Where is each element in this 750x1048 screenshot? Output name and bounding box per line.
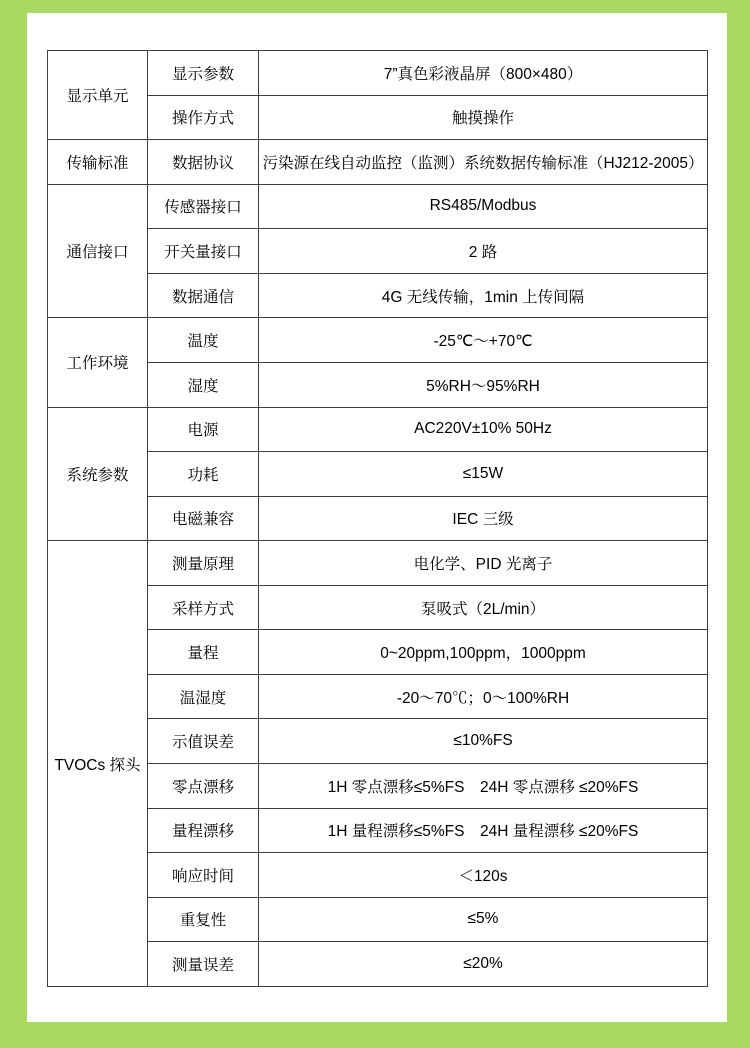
parameter-name-cell: 显示参数 <box>148 51 259 96</box>
parameter-value-cell: 1H 量程漂移≤5%FS 24H 量程漂移 ≤20%FS <box>259 808 708 853</box>
group-label-cell: 工作环境 <box>48 318 148 407</box>
parameter-value-cell: ≤15W <box>259 452 708 497</box>
parameter-value-cell: 1H 零点漂移≤5%FS 24H 零点漂移 ≤20%FS <box>259 764 708 809</box>
parameter-name-cell: 数据通信 <box>148 273 259 318</box>
parameter-value-cell: ≤20% <box>259 942 708 987</box>
parameter-name-cell: 温湿度 <box>148 674 259 719</box>
parameter-name-cell: 重复性 <box>148 897 259 942</box>
parameter-value-cell: -25℃～+70℃ <box>259 318 708 363</box>
parameter-name-cell: 电源 <box>148 407 259 452</box>
parameter-name-cell: 湿度 <box>148 362 259 407</box>
parameter-value-cell: ≤5% <box>259 897 708 942</box>
parameter-name-cell: 操作方式 <box>148 95 259 140</box>
parameter-value-cell: ≤10%FS <box>259 719 708 764</box>
parameter-name-cell: 测量误差 <box>148 942 259 987</box>
parameter-value-cell: RS485/Modbus <box>259 184 708 229</box>
parameter-value-cell: 4G 无线传输，1min 上传间隔 <box>259 273 708 318</box>
table-row <box>48 51 708 96</box>
group-label-cell: 显示单元 <box>48 51 148 140</box>
group-label-cell: 传输标准 <box>48 140 148 185</box>
parameter-value-cell: 触摸操作 <box>259 95 708 140</box>
parameter-value-cell: 2 路 <box>259 229 708 274</box>
parameter-name-cell: 数据协议 <box>148 140 259 185</box>
parameter-value-cell: 0~20ppm,100ppm，1000ppm <box>259 630 708 675</box>
parameter-value-cell: 5%RH～95%RH <box>259 362 708 407</box>
group-label-cell: 通信接口 <box>48 184 148 318</box>
parameter-name-cell: 示值误差 <box>148 719 259 764</box>
table-row <box>48 140 708 185</box>
group-label-cell: 系统参数 <box>48 407 148 541</box>
table-row <box>48 541 708 586</box>
spec-table <box>47 50 708 987</box>
parameter-value-cell: IEC 三级 <box>259 496 708 541</box>
parameter-value-cell: 污染源在线自动监控（监测）系统数据传输标准（HJ212-2005） <box>259 140 708 185</box>
parameter-value-cell: 电化学、PID 光离子 <box>259 541 708 586</box>
parameter-name-cell: 采样方式 <box>148 585 259 630</box>
parameter-name-cell: 零点漂移 <box>148 764 259 809</box>
parameter-name-cell: 开关量接口 <box>148 229 259 274</box>
parameter-value-cell: ＜120s <box>259 853 708 898</box>
parameter-name-cell: 传感器接口 <box>148 184 259 229</box>
parameter-name-cell: 电磁兼容 <box>148 496 259 541</box>
parameter-name-cell: 量程漂移 <box>148 808 259 853</box>
parameter-name-cell: 测量原理 <box>148 541 259 586</box>
parameter-value-cell: AC220V±10% 50Hz <box>259 407 708 452</box>
spec-sheet-page <box>27 13 727 1022</box>
parameter-name-cell: 量程 <box>148 630 259 675</box>
table-row <box>48 318 708 363</box>
parameter-value-cell: 泵吸式（2L/min） <box>259 585 708 630</box>
spec-table-body <box>48 51 708 987</box>
table-row <box>48 184 708 229</box>
parameter-name-cell: 功耗 <box>148 452 259 497</box>
parameter-name-cell: 温度 <box>148 318 259 363</box>
group-label-cell: TVOCs 探头 <box>48 541 148 987</box>
parameter-value-cell: -20～70℃；0～100%RH <box>259 674 708 719</box>
parameter-name-cell: 响应时间 <box>148 853 259 898</box>
parameter-value-cell: 7”真色彩液晶屏（800×480） <box>259 51 708 96</box>
table-row <box>48 407 708 452</box>
